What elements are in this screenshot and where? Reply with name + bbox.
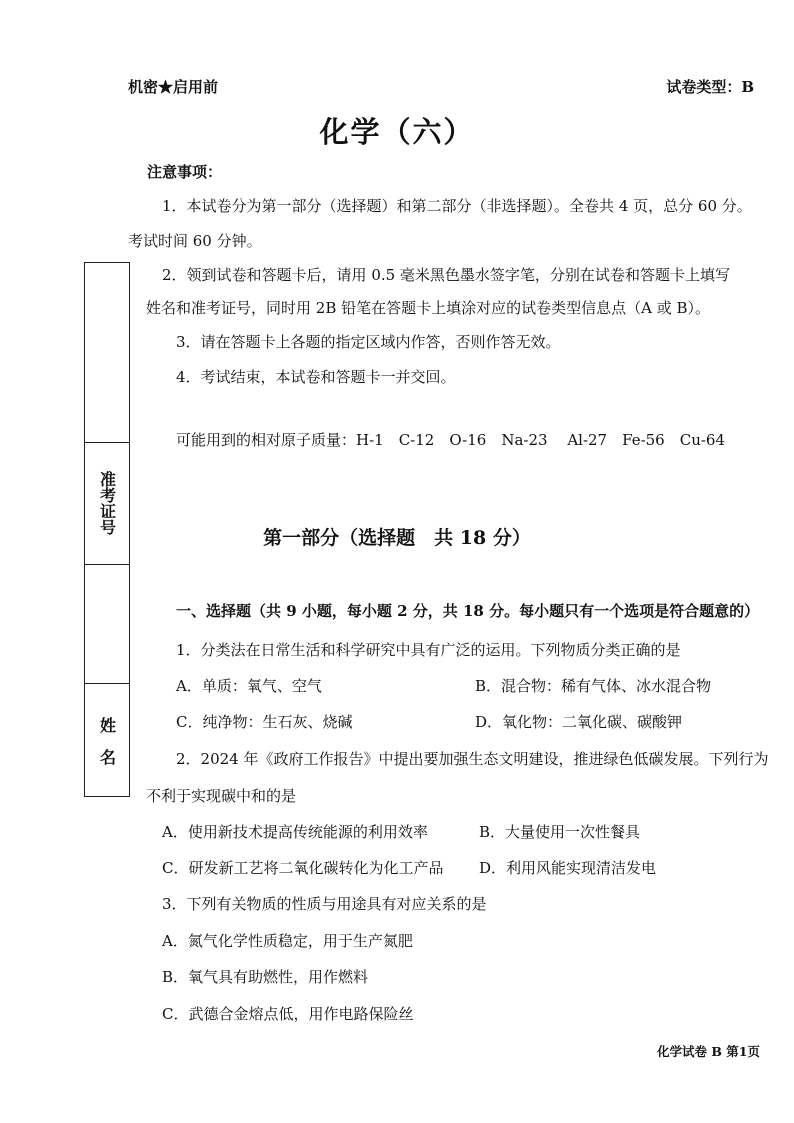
question-2-stem-line-2: 不利于实现碳中和的是 <box>146 787 297 805</box>
question-1-option-b: B．混合物：稀有气体、冰水混合物 <box>475 677 712 695</box>
note-item-4: 4．考试结束，本试卷和答题卡一并交回。 <box>176 368 456 386</box>
confidential-label: 机密★启用前 <box>128 78 219 96</box>
note-item-1-line-2: 考试时间 60 分钟。 <box>128 232 262 250</box>
box-divider <box>85 564 129 565</box>
question-1-option-d: D．氧化物：二氧化碳、碳酸钾 <box>475 713 683 731</box>
page-footer: 化学试卷 B 第1页 <box>657 1044 760 1059</box>
question-1-option-a: A．单质：氧气、空气 <box>176 677 322 695</box>
question-2-stem-line-1: 2．2024 年《政府工作报告》中提出要加强生态文明建设，推进绿色低碳发展。下列行为 <box>176 750 769 768</box>
notes-heading: 注意事项： <box>147 163 223 181</box>
name-label: 姓 名 <box>97 716 117 765</box>
question-3-option-c: C．武德合金熔点低，用作电路保险丝 <box>162 1005 414 1023</box>
question-3-option-b: B．氧气具有助燃性，用作燃料 <box>162 968 369 986</box>
question-1-stem: 1．分类法在日常生活和科学研究中具有广泛的运用。下列物质分类正确的是 <box>176 641 681 659</box>
question-2-option-a: A．使用新技术提高传统能源的利用效率 <box>162 823 428 841</box>
paper-type-label: 试卷类型：B <box>666 78 754 96</box>
atomic-masses: 可能用到的相对原子质量：H-1 C-12 O-16 Na-23 Al-27 Fe-56 Cu-64 <box>176 431 726 449</box>
note-item-3: 3．请在答题卡上各题的指定区域内作答，否则作答无效。 <box>176 333 561 351</box>
note-item-2-line-2: 姓名和准考证号，同时用 2B 铅笔在答题卡上填涂对应的试卷类型信息点（A 或 B）。 <box>146 299 710 317</box>
question-3-stem: 3．下列有关物质的性质与用途具有对应关系的是 <box>162 895 487 913</box>
question-2-option-c: C．研发新工艺将二氧化碳转化为化工产品 <box>162 859 444 877</box>
question-2-option-b: B．大量使用一次性餐具 <box>479 823 641 841</box>
exam-number-label: 准考证号 <box>97 471 117 535</box>
note-item-2-line-1: 2．领到试卷和答题卡后，请用 0.5 毫米黑色墨水签字笔，分别在试卷和答题卡上填写 <box>162 266 730 284</box>
section-one-header: 一、选择题（共 9 小题，每小题 2 分，共 18 分。每小题只有一个选项是符合题意的） <box>176 602 760 620</box>
question-1-option-c: C．纯净物：生石灰、烧碱 <box>176 713 353 731</box>
question-2-option-d: D．利用风能实现清洁发电 <box>479 859 657 877</box>
box-divider <box>85 683 129 684</box>
exam-title: 化学（六） <box>319 115 475 149</box>
part-one-title: 第一部分（选择题 共 18 分） <box>263 527 531 549</box>
question-3-option-a: A．氮气化学性质稳定，用于生产氮肥 <box>162 932 413 950</box>
note-item-1-line-1: 1．本试卷分为第一部分（选择题）和第二部分（非选择题）。全卷共 4 页，总分 60 分。 <box>162 197 752 215</box>
